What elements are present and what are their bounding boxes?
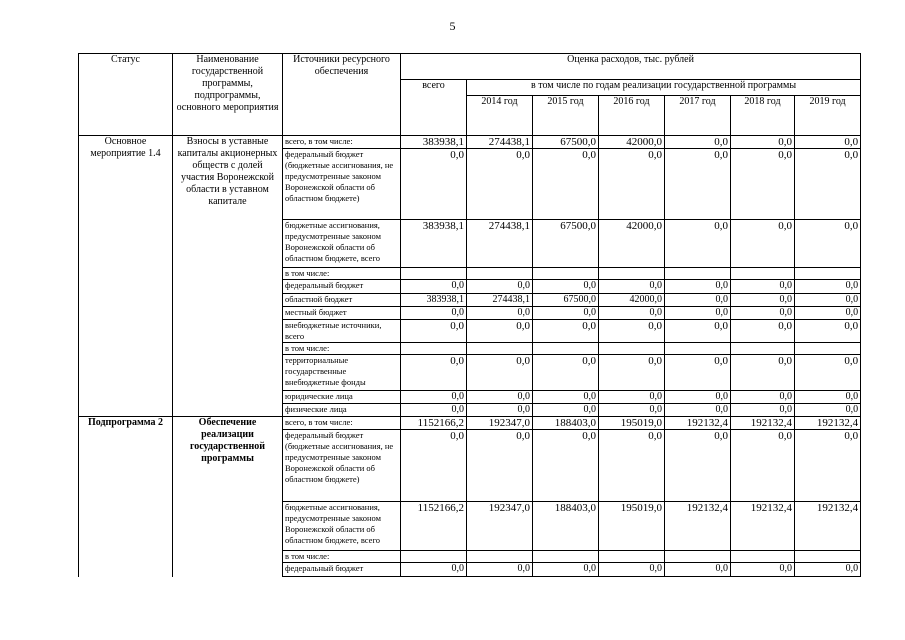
- cell-year-value: 0,0: [795, 136, 861, 149]
- header-by-years: в том числе по годам реализации государственной программы: [467, 80, 861, 96]
- row-source: всего, в том числе:: [283, 136, 401, 149]
- cell-year-value: 42000,0: [599, 220, 665, 268]
- cell-year-value: 0,0: [795, 307, 861, 320]
- header-name: Наименование государственной программы, подпрограммы, основного мероприятия: [173, 54, 283, 136]
- cell-year-value: 0,0: [467, 280, 533, 294]
- cell-year-value: [467, 551, 533, 563]
- cell-year-value: 0,0: [795, 280, 861, 294]
- cell-year-value: [467, 268, 533, 280]
- cell-year-value: 0,0: [665, 355, 731, 391]
- cell-year-value: 0,0: [599, 280, 665, 294]
- cell-year-value: [731, 343, 795, 355]
- cell-total: [401, 343, 467, 355]
- header-sources: Источники ресурсного обеспечения: [283, 54, 401, 136]
- cell-year-value: 0,0: [467, 355, 533, 391]
- cell-year-value: 0,0: [599, 307, 665, 320]
- cell-year-value: 0,0: [795, 404, 861, 417]
- row-source: территориальные государственные внебюджетные фонды: [283, 355, 401, 391]
- cell-total: 383938,1: [401, 136, 467, 149]
- cell-year-value: 192347,0: [467, 417, 533, 430]
- cell-year-value: 0,0: [665, 404, 731, 417]
- cell-year-value: 0,0: [795, 220, 861, 268]
- row-source: внебюджетные источники, всего: [283, 320, 401, 343]
- cell-year-value: [533, 343, 599, 355]
- header-year: 2019 год: [795, 96, 861, 136]
- cell-year-value: 0,0: [533, 355, 599, 391]
- cell-year-value: 0,0: [731, 355, 795, 391]
- cell-year-value: [731, 551, 795, 563]
- header-total: всего: [401, 80, 467, 136]
- cell-year-value: 0,0: [665, 307, 731, 320]
- cell-year-value: [533, 268, 599, 280]
- cell-year-value: 0,0: [731, 220, 795, 268]
- cell-year-value: 0,0: [795, 149, 861, 220]
- cell-total: 1152166,2: [401, 417, 467, 430]
- row-program-name: Взносы в уставные капиталы акционерных обществ с долей участия Воронежской области в уставном капитале: [173, 136, 283, 417]
- cell-total: 0,0: [401, 149, 467, 220]
- cell-year-value: 0,0: [731, 149, 795, 220]
- cell-year-value: 274438,1: [467, 294, 533, 307]
- cell-year-value: [599, 343, 665, 355]
- cell-year-value: 0,0: [467, 563, 533, 577]
- header-year: 2017 год: [665, 96, 731, 136]
- cell-year-value: 192132,4: [665, 502, 731, 551]
- cell-year-value: 195019,0: [599, 417, 665, 430]
- cell-year-value: [795, 268, 861, 280]
- cell-year-value: 0,0: [665, 220, 731, 268]
- header-year: 2014 год: [467, 96, 533, 136]
- cell-total: [401, 268, 467, 280]
- cell-year-value: 67500,0: [533, 136, 599, 149]
- cell-year-value: 274438,1: [467, 136, 533, 149]
- cell-year-value: 0,0: [533, 404, 599, 417]
- cell-year-value: 0,0: [731, 404, 795, 417]
- cell-year-value: 0,0: [533, 563, 599, 577]
- cell-year-value: 0,0: [665, 430, 731, 502]
- cell-year-value: 192132,4: [795, 502, 861, 551]
- cell-year-value: [795, 343, 861, 355]
- row-source: областной бюджет: [283, 294, 401, 307]
- cell-year-value: 0,0: [533, 280, 599, 294]
- row-status: Подпрограмма 2: [79, 417, 173, 577]
- cell-year-value: 192132,4: [731, 502, 795, 551]
- cell-year-value: 0,0: [731, 563, 795, 577]
- cell-year-value: [795, 551, 861, 563]
- cell-year-value: 0,0: [665, 563, 731, 577]
- cell-year-value: 192132,4: [665, 417, 731, 430]
- cell-year-value: 67500,0: [533, 294, 599, 307]
- cell-year-value: 0,0: [533, 320, 599, 343]
- resource-table: [78, 53, 861, 577]
- cell-year-value: [731, 268, 795, 280]
- page-number: 5: [449, 19, 456, 33]
- cell-year-value: 192347,0: [467, 502, 533, 551]
- cell-year-value: 0,0: [731, 320, 795, 343]
- cell-year-value: 0,0: [467, 149, 533, 220]
- cell-year-value: 0,0: [599, 430, 665, 502]
- row-source: бюджетные ассигнования, предусмотренные законом Воронежской области об областном бюджете, всего: [283, 220, 401, 268]
- row-source: федеральный бюджет (бюджетные ассигнования, не предусмотренные законом Воронежской области об областном бюджете): [283, 149, 401, 220]
- cell-year-value: 0,0: [533, 430, 599, 502]
- cell-year-value: 42000,0: [599, 136, 665, 149]
- cell-year-value: [599, 551, 665, 563]
- cell-year-value: 192132,4: [731, 417, 795, 430]
- cell-year-value: 0,0: [795, 563, 861, 577]
- cell-year-value: [533, 551, 599, 563]
- row-source: местный бюджет: [283, 307, 401, 320]
- cell-year-value: 274438,1: [467, 220, 533, 268]
- cell-year-value: 0,0: [599, 355, 665, 391]
- row-source: физические лица: [283, 404, 401, 417]
- row-source: федеральный бюджет: [283, 563, 401, 577]
- cell-year-value: 188403,0: [533, 502, 599, 551]
- cell-year-value: 0,0: [665, 320, 731, 343]
- cell-year-value: 0,0: [599, 149, 665, 220]
- cell-year-value: 0,0: [533, 307, 599, 320]
- cell-year-value: 0,0: [533, 149, 599, 220]
- header-status: Статус: [79, 54, 173, 136]
- cell-year-value: 0,0: [467, 430, 533, 502]
- header-year: 2018 год: [731, 96, 795, 136]
- header-year: 2016 год: [599, 96, 665, 136]
- row-source: в том числе:: [283, 343, 401, 355]
- cell-total: 0,0: [401, 391, 467, 404]
- table-body: [79, 136, 861, 577]
- cell-year-value: 0,0: [731, 136, 795, 149]
- cell-year-value: [665, 551, 731, 563]
- row-source: юридические лица: [283, 391, 401, 404]
- table-row: [79, 136, 861, 149]
- cell-year-value: 0,0: [795, 391, 861, 404]
- table-row: [79, 417, 861, 430]
- cell-year-value: 195019,0: [599, 502, 665, 551]
- row-source: бюджетные ассигнования, предусмотренные законом Воронежской области об областном бюджете, всего: [283, 502, 401, 551]
- cell-total: 0,0: [401, 320, 467, 343]
- header-estimate: Оценка расходов, тыс. рублей: [401, 54, 861, 80]
- cell-year-value: 0,0: [467, 404, 533, 417]
- cell-year-value: 0,0: [467, 320, 533, 343]
- cell-total: 0,0: [401, 430, 467, 502]
- cell-year-value: 0,0: [731, 307, 795, 320]
- cell-year-value: 0,0: [599, 404, 665, 417]
- cell-year-value: [467, 343, 533, 355]
- cell-year-value: 0,0: [795, 430, 861, 502]
- row-source: в том числе:: [283, 268, 401, 280]
- cell-total: 1152166,2: [401, 502, 467, 551]
- cell-total: 0,0: [401, 355, 467, 391]
- cell-year-value: 0,0: [599, 320, 665, 343]
- cell-total: 383938,1: [401, 294, 467, 307]
- cell-year-value: 0,0: [665, 294, 731, 307]
- row-source: федеральный бюджет (бюджетные ассигнования, не предусмотренные законом Воронежской области об областном бюджете): [283, 430, 401, 502]
- cell-year-value: 0,0: [665, 149, 731, 220]
- row-source: в том числе:: [283, 551, 401, 563]
- cell-year-value: 0,0: [533, 391, 599, 404]
- cell-year-value: 0,0: [665, 280, 731, 294]
- row-program-name: Обеспечение реализации государственной программы: [173, 417, 283, 577]
- cell-year-value: 0,0: [795, 355, 861, 391]
- cell-year-value: 42000,0: [599, 294, 665, 307]
- cell-year-value: 0,0: [795, 320, 861, 343]
- cell-year-value: [665, 343, 731, 355]
- cell-total: 383938,1: [401, 220, 467, 268]
- cell-year-value: 0,0: [731, 430, 795, 502]
- cell-year-value: 0,0: [731, 280, 795, 294]
- row-source: всего, в том числе:: [283, 417, 401, 430]
- cell-year-value: 0,0: [665, 136, 731, 149]
- cell-total: 0,0: [401, 563, 467, 577]
- cell-year-value: 0,0: [467, 307, 533, 320]
- cell-total: [401, 551, 467, 563]
- cell-year-value: 192132,4: [795, 417, 861, 430]
- cell-year-value: 0,0: [665, 391, 731, 404]
- cell-year-value: 0,0: [599, 563, 665, 577]
- cell-year-value: 188403,0: [533, 417, 599, 430]
- cell-year-value: 0,0: [795, 294, 861, 307]
- cell-year-value: 0,0: [599, 391, 665, 404]
- cell-total: 0,0: [401, 404, 467, 417]
- row-status: Основное мероприятие 1.4: [79, 136, 173, 417]
- cell-year-value: [599, 268, 665, 280]
- cell-total: 0,0: [401, 280, 467, 294]
- cell-year-value: 0,0: [731, 294, 795, 307]
- row-source: федеральный бюджет: [283, 280, 401, 294]
- cell-year-value: 0,0: [731, 391, 795, 404]
- cell-year-value: 67500,0: [533, 220, 599, 268]
- cell-total: 0,0: [401, 307, 467, 320]
- cell-year-value: 0,0: [467, 391, 533, 404]
- cell-year-value: [665, 268, 731, 280]
- header-year: 2015 год: [533, 96, 599, 136]
